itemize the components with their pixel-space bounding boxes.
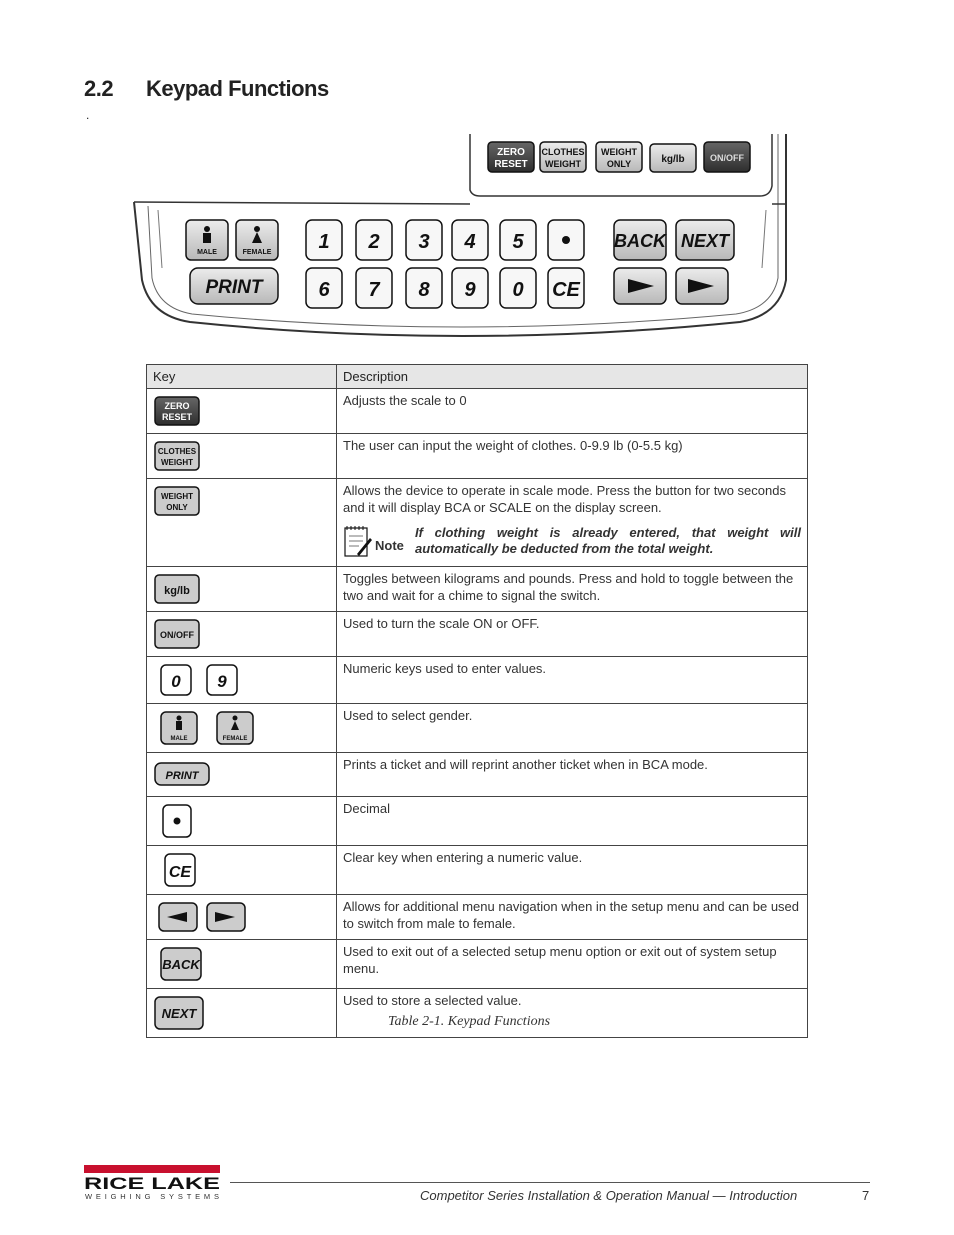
key-cell-clothes-weight: [147, 434, 337, 479]
next-key-icon: [153, 995, 205, 1031]
logo-top-text: RICE LAKE: [84, 1174, 220, 1193]
key-kg-lb: kg/lb: [661, 154, 685, 165]
header-key: Key: [147, 365, 337, 389]
clothes-weight-key-icon: [153, 440, 201, 472]
note-box: [343, 524, 801, 560]
table-caption: Table 2-1. Keypad Functions: [388, 1014, 551, 1029]
key-print: PRINT: [205, 277, 263, 298]
key-digit-4: 4: [464, 231, 476, 253]
on-off-label: ON/OFF: [160, 630, 194, 640]
description-zero-reset: Adjusts the scale to 0: [337, 389, 808, 434]
description-back: Used to exit out of a selected setup menu option or exit out of system setup menu.: [337, 940, 808, 989]
description-weight-only: [337, 479, 808, 567]
clothes-weight-line1: CLOTHES: [157, 447, 197, 456]
weight-only-text: Allows the device to operate in scale mode. Press the button for two seconds and it will display BCA or SCALE on the display screen.: [343, 483, 786, 515]
section-number: 2.2: [84, 76, 114, 101]
note-label: Note: [375, 538, 404, 553]
page-number: 7: [862, 1188, 870, 1203]
key-weight-only-line2: ONLY: [606, 159, 632, 169]
description-gender: Used to select gender.: [337, 704, 808, 753]
weight-only-line1: WEIGHT: [161, 492, 193, 501]
numeric-keys-icon: [153, 663, 243, 697]
kg-lb-key-icon: [153, 573, 201, 605]
logo-bottom-text: WEIGHING SYSTEMS: [85, 1192, 219, 1201]
print-label: PRINT: [165, 770, 199, 782]
key-digit-3: 3: [418, 231, 430, 253]
key-cell-gender: [147, 704, 337, 753]
key-on-off: ON/OFF: [710, 153, 744, 163]
description-ce: Clear key when entering a numeric value.: [337, 846, 808, 895]
zero-reset-line1: ZERO: [164, 401, 190, 411]
gender-female-label: FEMALE: [222, 736, 248, 742]
key-ce: CE: [552, 279, 580, 301]
key-digit-7: 7: [368, 279, 380, 301]
key-zero-reset-line2: RESET: [494, 159, 528, 170]
key-cell-print: [147, 753, 337, 797]
description-next: Used to store a selected value.: [337, 989, 808, 1038]
back-key-icon: [153, 946, 205, 982]
arrow-keys-icon: [153, 901, 249, 933]
key-cell-weight-only: [147, 479, 337, 567]
weight-only-line2: ONLY: [166, 503, 188, 512]
ce-label: CE: [168, 864, 192, 881]
key-digit-2: 2: [368, 231, 380, 253]
print-key-icon: [153, 759, 213, 789]
key-cell-back: [147, 940, 337, 989]
key-female: FEMALE: [242, 249, 272, 256]
note-pad-icon: [343, 524, 373, 560]
back-label: BACK: [162, 957, 200, 972]
key-digit-1: 1: [318, 231, 330, 253]
clothes-weight-line2: WEIGHT: [161, 458, 193, 467]
footer-rule: [230, 1182, 870, 1183]
key-cell-ce: [147, 846, 337, 895]
numeric-key-9: 9: [217, 672, 227, 691]
decimal-key-icon: [153, 803, 193, 839]
key-next: NEXT: [680, 231, 730, 251]
description-on-off: Used to turn the scale ON or OFF.: [337, 612, 808, 657]
key-male: MALE: [197, 249, 217, 256]
key-digit-8: 8: [418, 279, 430, 301]
key-cell-zero-reset: [147, 389, 337, 434]
key-clothes-weight-line1: CLOTHES: [541, 147, 585, 157]
description-numeric: Numeric keys used to enter values.: [337, 657, 808, 704]
on-off-key-icon: [153, 618, 201, 650]
description-clothes-weight: The user can input the weight of clothes. 0-9.9 lb (0-5.5 kg): [337, 434, 808, 479]
key-cell-kg-lb: [147, 567, 337, 612]
rice-lake-logo: [84, 1165, 224, 1201]
description-decimal: Decimal: [337, 797, 808, 846]
key-cell-numeric: [147, 657, 337, 704]
note-text: If clothing weight is already entered, that weight will automatically be deducted from the total weight.: [415, 525, 801, 556]
key-cell-next: [147, 989, 337, 1038]
stray-mark: .: [86, 108, 90, 122]
footer-manual-title: Competitor Series Installation & Operation Manual — Introduction: [420, 1188, 798, 1203]
description-print: Prints a ticket and will reprint another ticket when in BCA mode.: [337, 753, 808, 797]
key-cell-decimal: [147, 797, 337, 846]
ce-key-icon: [153, 852, 201, 888]
keypad-illustration: [130, 130, 790, 345]
zero-reset-key-icon: [153, 395, 201, 427]
key-digit-0: 0: [512, 279, 524, 301]
description-kg-lb: Toggles between kilograms and pounds. Press and hold to toggle between the two and wait for a chime to signal the switch.: [337, 567, 808, 612]
next-label: NEXT: [161, 1006, 197, 1021]
zero-reset-line2: RESET: [161, 412, 193, 422]
key-clothes-weight-line2: WEIGHT: [545, 159, 581, 169]
header-description: Description: [337, 365, 808, 389]
key-digit-9: 9: [464, 279, 476, 301]
key-digit-5: 5: [512, 231, 524, 253]
numeric-key-0: 0: [171, 672, 181, 691]
key-zero-reset-line1: ZERO: [497, 147, 525, 158]
key-cell-arrows: [147, 895, 337, 940]
gender-keys-icon: [153, 710, 263, 746]
description-arrows: Allows for additional menu navigation when in the setup menu and can be used to switch from male to female.: [337, 895, 808, 940]
keypad-functions-table: [146, 364, 808, 1038]
kg-lb-label: kg/lb: [164, 585, 190, 597]
key-weight-only-line1: WEIGHT: [601, 147, 637, 157]
key-back: BACK: [614, 231, 666, 251]
key-digit-6: 6: [318, 279, 330, 301]
section-title: Keypad Functions: [146, 76, 329, 101]
gender-male-label: MALE: [170, 736, 188, 742]
weight-only-key-icon: [153, 485, 201, 517]
key-cell-on-off: [147, 612, 337, 657]
